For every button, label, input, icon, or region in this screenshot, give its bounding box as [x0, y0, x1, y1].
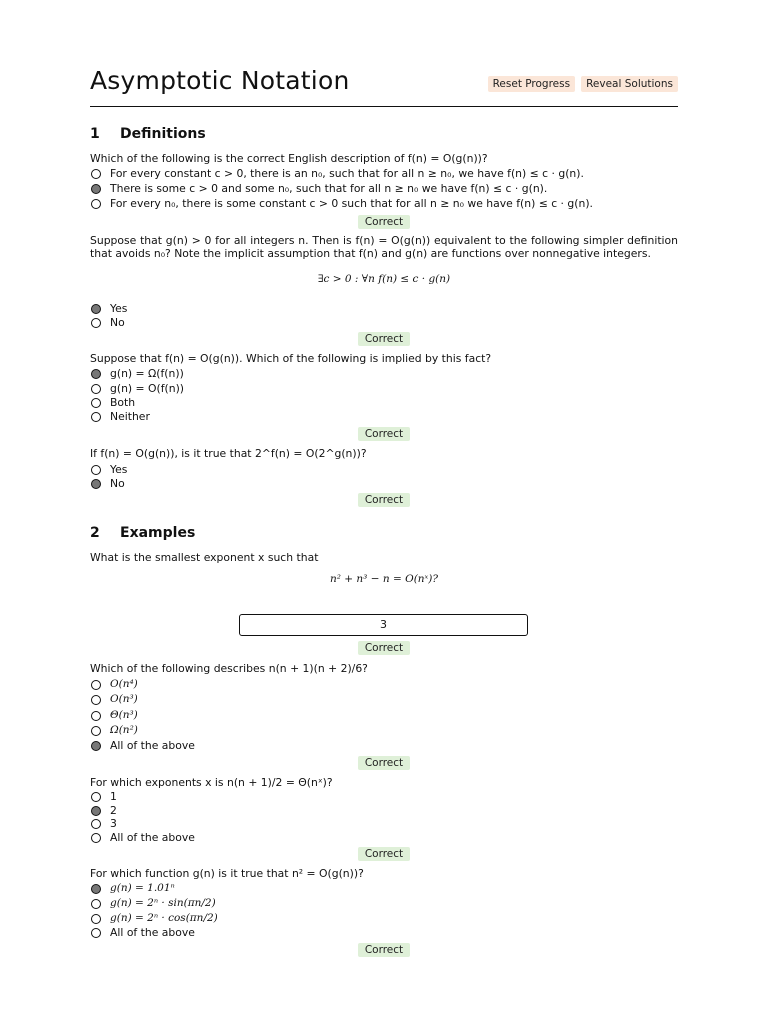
option-label: Yes — [110, 302, 128, 315]
radio-button[interactable] — [91, 199, 101, 209]
radio-button[interactable] — [91, 928, 101, 938]
section-label: Definitions — [120, 126, 206, 142]
radio-button[interactable] — [91, 914, 101, 924]
radio-button-selected[interactable] — [91, 304, 101, 314]
radio-button-selected[interactable] — [91, 369, 101, 379]
radio-button-selected[interactable] — [91, 741, 101, 751]
radio-button[interactable] — [91, 833, 101, 843]
radio-option[interactable] — [90, 882, 175, 895]
correct-badge: Correct — [358, 641, 410, 655]
radio-option[interactable] — [90, 831, 195, 844]
radio-button-selected[interactable] — [91, 184, 101, 194]
radio-button[interactable] — [91, 711, 101, 721]
radio-option[interactable] — [90, 926, 195, 939]
radio-option[interactable] — [90, 804, 117, 817]
radio-option[interactable] — [90, 382, 184, 395]
radio-option[interactable] — [90, 693, 138, 706]
radio-button-selected[interactable] — [91, 884, 101, 894]
radio-button[interactable] — [91, 726, 101, 736]
section-number: 2 — [90, 525, 100, 541]
question-text: What is the smallest exponent x such that — [90, 551, 319, 564]
option-label: Θ(n³) — [110, 709, 138, 721]
radio-button-selected[interactable] — [91, 479, 101, 489]
option-label: g(n) = O(f(n)) — [110, 382, 185, 395]
radio-button-selected[interactable] — [91, 806, 101, 816]
radio-button[interactable] — [91, 792, 101, 802]
correct-badge: Correct — [358, 847, 410, 861]
radio-option[interactable] — [90, 410, 150, 423]
option-label: O(n⁴) — [110, 678, 138, 690]
option-label: No — [110, 477, 125, 490]
radio-option[interactable] — [90, 197, 593, 210]
option-label: g(n) = 1.01ⁿ — [110, 882, 175, 894]
answer-input[interactable]: 3 — [239, 614, 528, 636]
question-text: For which exponents x is n(n + 1)/2 = Θ(nˣ)? — [90, 776, 333, 789]
correct-badge: Correct — [358, 943, 410, 957]
question-text: If f(n) = O(g(n)), is it true that 2^f(n) = O(2^g(n))? — [90, 447, 367, 460]
radio-option[interactable] — [90, 396, 135, 409]
option-label: g(n) = 2ⁿ · sin(πn/2) — [110, 897, 216, 909]
correct-badge: Correct — [358, 332, 410, 346]
option-label: Yes — [110, 463, 128, 476]
formula: n² + n³ − n = O(nˣ)? — [329, 573, 439, 585]
option-label: Neither — [110, 410, 150, 423]
radio-option[interactable] — [90, 790, 117, 803]
radio-option[interactable] — [90, 316, 125, 329]
correct-badge: Correct — [358, 427, 410, 441]
option-label: 1 — [110, 790, 117, 803]
section-number: 1 — [90, 126, 100, 142]
radio-button[interactable] — [91, 899, 101, 909]
correct-badge: Correct — [358, 493, 410, 507]
radio-option[interactable] — [90, 463, 127, 476]
radio-option[interactable] — [90, 817, 117, 830]
radio-option[interactable] — [90, 709, 138, 722]
option-label: 2 — [110, 804, 117, 817]
option-label: No — [110, 316, 125, 329]
radio-button[interactable] — [91, 465, 101, 475]
question-text: Suppose that g(n) > 0 for all integers n. Then is f(n) = O(g(n)) equivalent to the following simpler definition that avoids n₀? Note the implicit assumption that f(n) and g(n) are functions over nonnegative integers. — [90, 234, 678, 260]
radio-button[interactable] — [91, 384, 101, 394]
question-text: Suppose that f(n) = O(g(n)). Which of the following is implied by this fact? — [90, 352, 492, 365]
reset-progress-button[interactable]: Reset Progress — [488, 76, 575, 92]
radio-button[interactable] — [91, 680, 101, 690]
page-header — [90, 62, 678, 107]
radio-button[interactable] — [91, 695, 101, 705]
header-buttons — [488, 76, 678, 92]
option-label: All of the above — [110, 739, 195, 752]
section-heading-definitions — [90, 126, 206, 142]
option-label: g(n) = Ω(f(n)) — [110, 367, 184, 380]
question-text: For which function g(n) is it true that n² = O(g(n))? — [90, 867, 364, 880]
section-label: Examples — [120, 525, 196, 541]
option-label: For every n₀, there is some constant c > 0 such that for all n ≥ n₀ we have f(n) ≤ c · g(n). — [110, 197, 593, 210]
question-text: Which of the following describes n(n + 1)(n + 2)/6? — [90, 662, 368, 675]
radio-option[interactable] — [90, 724, 138, 737]
radio-option[interactable] — [90, 912, 218, 925]
formula: ∃c > 0 : ∀n f(n) ≤ c · g(n) — [317, 273, 451, 285]
radio-option[interactable] — [90, 477, 125, 490]
option-label: Both — [110, 396, 136, 409]
option-label: O(n³) — [110, 693, 138, 705]
radio-option[interactable] — [90, 678, 138, 691]
radio-button[interactable] — [91, 318, 101, 328]
radio-button[interactable] — [91, 398, 101, 408]
radio-option[interactable] — [90, 302, 127, 315]
radio-button[interactable] — [91, 412, 101, 422]
radio-option[interactable] — [90, 739, 195, 752]
option-label: All of the above — [110, 831, 195, 844]
question-text: Which of the following is the correct English description of f(n) = O(g(n))? — [90, 152, 488, 165]
option-label: Ω(n²) — [110, 724, 138, 736]
section-heading-examples — [90, 525, 195, 541]
radio-button[interactable] — [91, 819, 101, 829]
correct-badge: Correct — [358, 215, 410, 229]
option-label: All of the above — [110, 926, 195, 939]
option-label: g(n) = 2ⁿ · cos(πn/2) — [110, 912, 218, 924]
radio-button[interactable] — [91, 169, 101, 179]
radio-option[interactable] — [90, 367, 184, 380]
option-label: There is some c > 0 and some n₀, such that for all n ≥ n₀ we have f(n) ≤ c · g(n). — [110, 182, 548, 195]
radio-option[interactable] — [90, 897, 216, 910]
correct-badge: Correct — [358, 756, 410, 770]
radio-option[interactable] — [90, 167, 584, 180]
option-label: 3 — [110, 817, 117, 830]
reveal-solutions-button[interactable]: Reveal Solutions — [581, 76, 678, 92]
option-label: For every constant c > 0, there is an n₀, such that for all n ≥ n₀, we have f(n) ≤ c · g(n). — [110, 167, 584, 180]
radio-option[interactable] — [90, 182, 547, 195]
page-title: Asymptotic Notation — [90, 66, 350, 95]
